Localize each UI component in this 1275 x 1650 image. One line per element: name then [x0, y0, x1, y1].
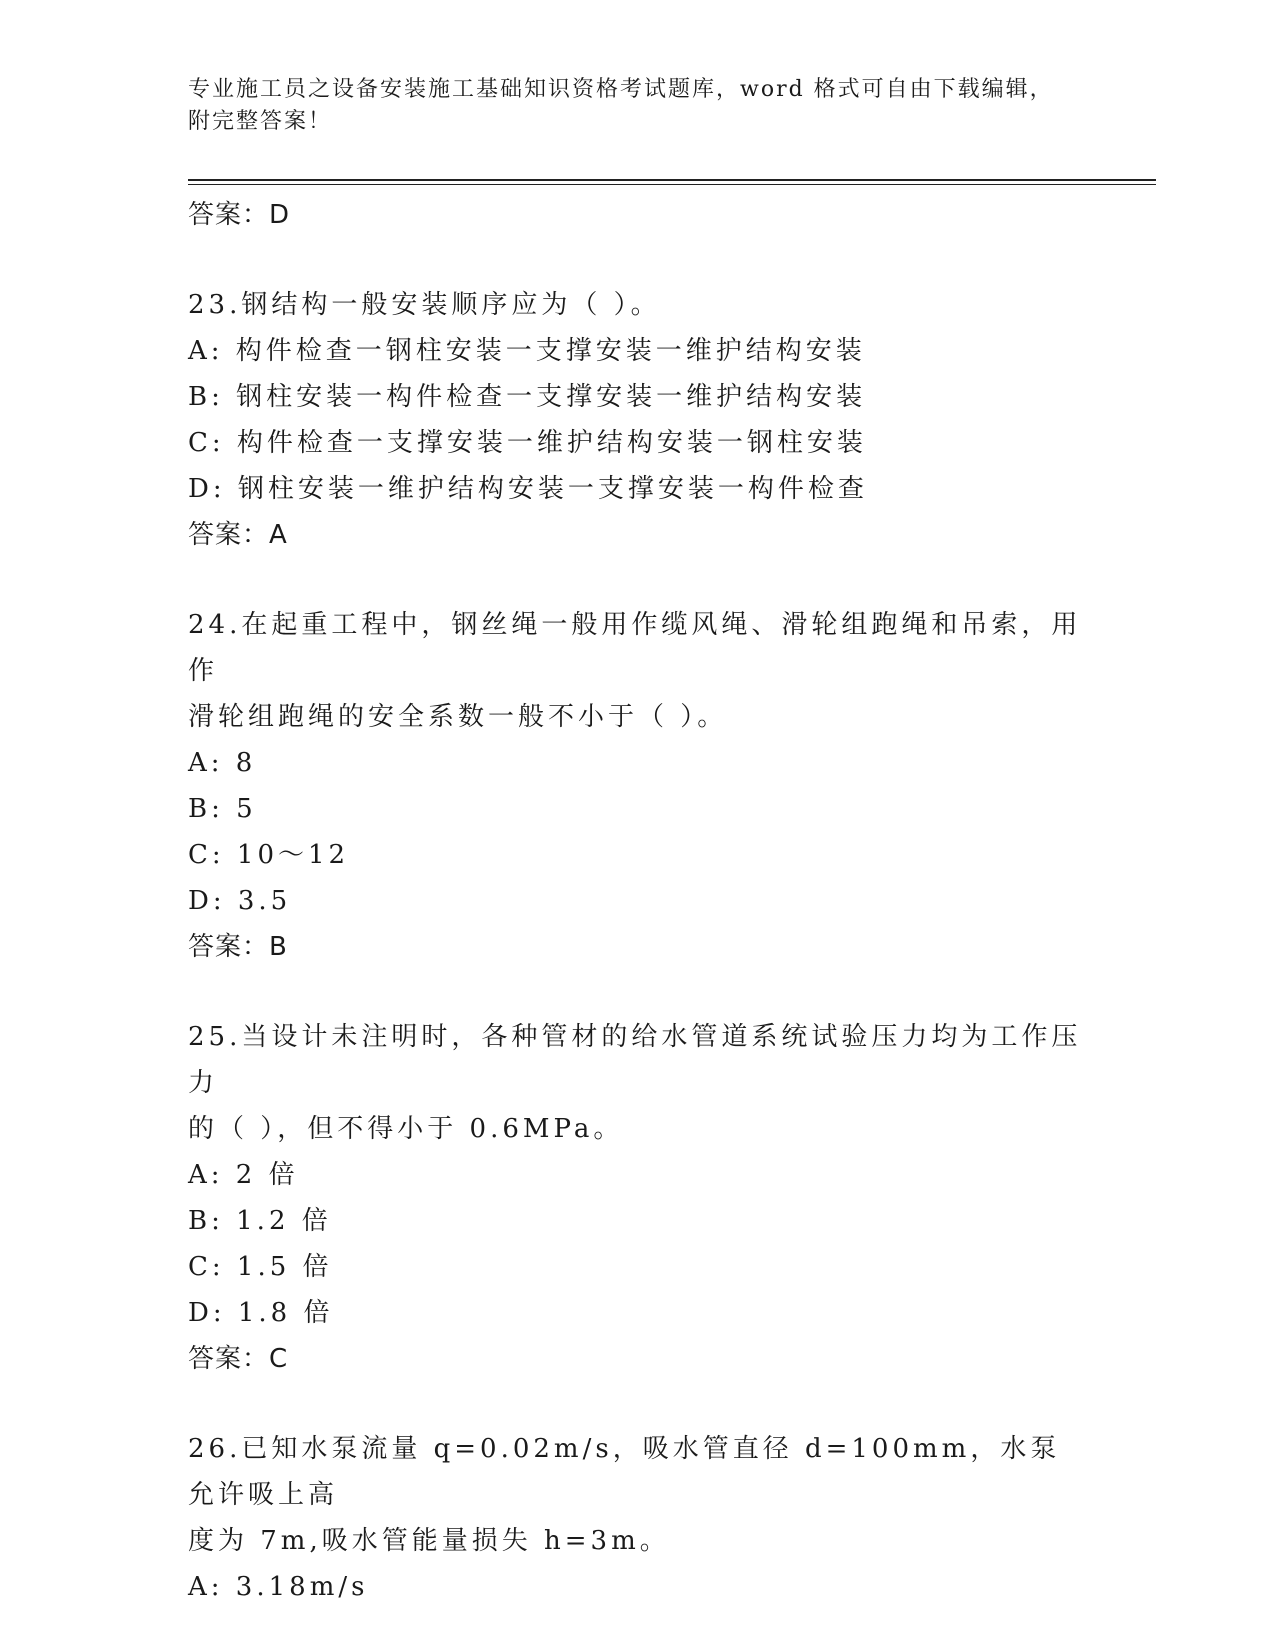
question-stem-continued: 度为 7m,吸水管能量损失 h=3m。: [188, 1526, 670, 1556]
question-stem: 23.钢结构一般安装顺序应为（ ）。: [188, 290, 661, 320]
question-26: [188, 1426, 1088, 1610]
option-d: D: 1.8 倍: [188, 1298, 334, 1328]
answer-line: 答案：C: [188, 1344, 289, 1374]
option-a: A: 8: [188, 748, 257, 778]
option-b: B: 1.2 倍: [188, 1206, 332, 1236]
header-line-2: 附完整答案！: [188, 109, 333, 134]
question-24: [188, 602, 1088, 970]
document-header: [188, 74, 1088, 138]
question-stem-continued: 的（ ），但不得小于 0.6MPa。: [188, 1114, 624, 1144]
question-stem: 25.当设计未注明时，各种管材的给水管道系统试验压力均为工作压力: [188, 1022, 1082, 1098]
option-d: D: 3.5: [188, 886, 292, 916]
question-stem-continued: 滑轮组跑绳的安全系数一般不小于（ ）。: [188, 702, 728, 732]
option-a: A: 3.18m/s: [188, 1572, 369, 1602]
question-25: [188, 1014, 1088, 1382]
option-d: D: 钢柱安装一维护结构安装一支撑安装一构件检查: [188, 474, 868, 504]
header-line-1: 专业施工员之设备安装施工基础知识资格考试题库，word 格式可自由下载编辑，: [188, 77, 1054, 102]
option-a: A: 2 倍: [188, 1160, 299, 1190]
option-c: C: 1.5 倍: [188, 1252, 333, 1282]
option-c: C: 10～12: [188, 840, 350, 870]
question-23: [188, 282, 1088, 558]
answer-line: 答案：D: [188, 200, 291, 230]
option-a: A: 构件检查一钢柱安装一支撑安装一维护结构安装: [188, 336, 866, 366]
option-c: C: 构件检查一支撑安装一维护结构安装一钢柱安装: [188, 428, 867, 458]
answer-line: 答案：B: [188, 932, 288, 962]
option-b: B: 钢柱安装一构件检查一支撑安装一维护结构安装: [188, 382, 867, 412]
question-stem: 26.已知水泵流量 q=0.02m/s，吸水管直径 d=100mm，水泵允许吸上高: [188, 1434, 1061, 1510]
header-divider-thin: [188, 184, 1156, 185]
answer-line: 答案：A: [188, 520, 288, 550]
option-b: B: 5: [188, 794, 257, 824]
question-stem: 24.在起重工程中，钢丝绳一般用作缆风绳、滑轮组跑绳和吊索，用作: [188, 610, 1082, 686]
header-divider-thick: [188, 179, 1156, 181]
question-list: [188, 192, 1088, 1610]
